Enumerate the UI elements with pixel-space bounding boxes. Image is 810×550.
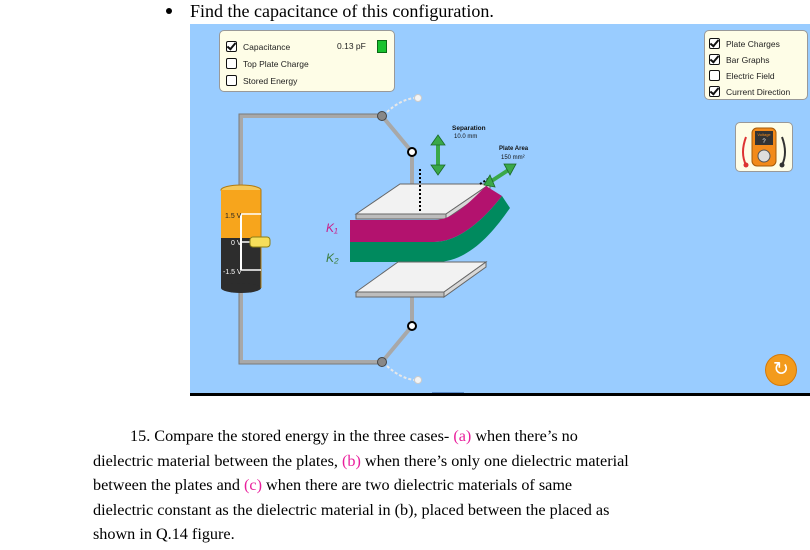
- bottom-switch-alt-icon[interactable]: [387, 366, 414, 380]
- plate-area-value: 150 mm²: [501, 155, 525, 161]
- top-wire: [241, 116, 412, 192]
- stored-energy-label: Stored Energy: [243, 75, 298, 86]
- current-direction-label: Current Direction: [726, 86, 791, 97]
- top-switch-alt-icon[interactable]: [387, 98, 414, 112]
- case-b-label: (b): [342, 451, 361, 470]
- voltmeter-reading: ?: [762, 139, 766, 145]
- question-text: between the plates and: [93, 476, 245, 494]
- question-text: when there’s only one dielectric material: [360, 451, 629, 470]
- bottom-plate[interactable]: [356, 262, 486, 297]
- heading-text: Find the capacitance of this configuration.: [190, 1, 494, 21]
- separation-value: 10.0 mm: [454, 134, 478, 140]
- bottom-terminal: [408, 322, 416, 330]
- k1-annotation: K₁: [326, 221, 338, 235]
- question-text: Compare the stored energy in the three cases-: [154, 427, 454, 445]
- question-line-5: shown in Q.14 figure.: [93, 525, 235, 543]
- bar-graphs-label: Bar Graphs: [726, 54, 770, 65]
- separation-arrow-icon[interactable]: [431, 135, 445, 175]
- question-text: when there are two dielectric materials of same: [262, 476, 573, 494]
- battery-bottom-label: -1.5 V: [223, 269, 242, 276]
- k2-annotation: K₂: [326, 251, 339, 265]
- question-text: dielectric material between the plates,: [93, 451, 342, 470]
- question-line-4: dielectric constant as the dielectric material in (b), placed between the placed as: [93, 500, 610, 519]
- battery-mid-label: 0 V: [231, 240, 242, 247]
- battery-voltage-slider[interactable]: [250, 237, 270, 247]
- question-15: [93, 424, 793, 547]
- top-terminal: [408, 148, 416, 156]
- question-text: when there’s no: [471, 427, 578, 445]
- sim-bottom-border: [190, 393, 810, 396]
- plate-area-arrow-icon[interactable]: [484, 164, 516, 187]
- electric-field-label: Electric Field: [726, 70, 775, 81]
- plate-charges-label: Plate Charges: [726, 38, 780, 49]
- battery-top-label: 1.5 V: [225, 213, 242, 220]
- bottom-wire: [241, 288, 412, 362]
- reset-button[interactable]: [765, 354, 797, 386]
- question-line-3: [93, 473, 793, 498]
- capacitance-label: Capacitance: [243, 41, 291, 52]
- question-line-1: [93, 424, 793, 449]
- reset-icon: ↻: [773, 359, 789, 380]
- battery: [221, 185, 270, 293]
- case-c-label: (c): [244, 476, 262, 494]
- case-a-label: (a): [453, 427, 472, 445]
- question-line-2: [93, 449, 793, 474]
- question-number: 15.: [130, 427, 151, 445]
- top-switch-pivot[interactable]: [378, 112, 387, 121]
- plate-area-label: Plate Area: [499, 146, 529, 152]
- circuit-diagram: [190, 24, 810, 396]
- capacitance-value: 0.13 pF: [337, 41, 366, 51]
- top-plate-charge-label: Top Plate Charge: [243, 58, 309, 69]
- bullet-dot-icon: [166, 8, 172, 14]
- bottom-switch-pivot[interactable]: [378, 358, 387, 367]
- separation-label: Separation: [452, 125, 486, 132]
- capacitor-simulation: [190, 24, 810, 396]
- voltmeter[interactable]: [735, 122, 793, 172]
- voltmeter-label: Voltage: [757, 132, 771, 137]
